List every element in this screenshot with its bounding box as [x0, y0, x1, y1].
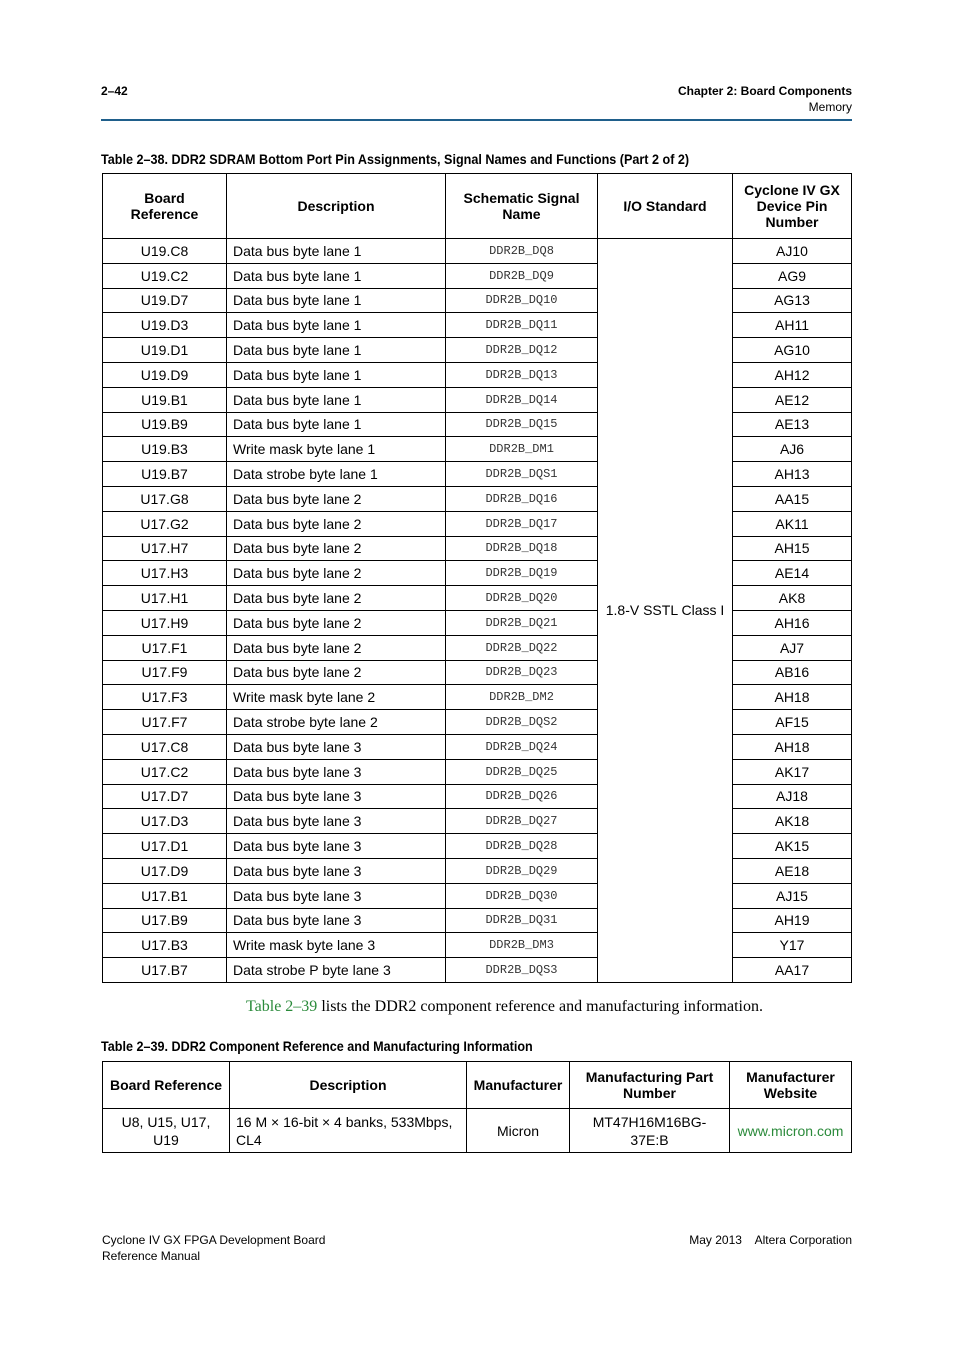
- pin-number-cell: AB16: [733, 660, 852, 685]
- description-cell: Data strobe P byte lane 3: [227, 958, 446, 983]
- table-row: [103, 239, 852, 264]
- signal-name-cell: DDR2B_DQ28: [446, 834, 598, 859]
- table-row: [103, 759, 852, 784]
- board-reference-cell: U17.B1: [103, 883, 227, 908]
- signal-name-cell: DDR2B_DQ12: [446, 338, 598, 363]
- description-cell: Data strobe byte lane 1: [227, 462, 446, 487]
- description-cell: Data bus byte lane 2: [227, 486, 446, 511]
- table-row: [103, 784, 852, 809]
- signal-name-cell: DDR2B_DQ22: [446, 635, 598, 660]
- description-cell: Write mask byte lane 1: [227, 437, 446, 462]
- website-cell: [730, 1109, 852, 1153]
- pin-number-cell: AK15: [733, 834, 852, 859]
- signal-name-cell: DDR2B_DQ31: [446, 908, 598, 933]
- board-reference-cell: U19.D9: [103, 362, 227, 387]
- table2-caption: Table 2–39. DDR2 Component Reference and Manufacturing Information: [101, 1038, 533, 1054]
- pin-number-cell: AH16: [733, 610, 852, 635]
- table2-header-row: [103, 1062, 852, 1109]
- signal-name-cell: DDR2B_DQ17: [446, 511, 598, 536]
- description-cell: Data bus byte lane 2: [227, 561, 446, 586]
- board-reference-cell: U17.D3: [103, 809, 227, 834]
- signal-name-cell: DDR2B_DQ30: [446, 883, 598, 908]
- table-row: [103, 263, 852, 288]
- board-reference-cell: U17.C8: [103, 734, 227, 759]
- pin-number-cell: AH11: [733, 313, 852, 338]
- signal-name-cell: DDR2B_DM3: [446, 933, 598, 958]
- board-reference-cell: U17.H3: [103, 561, 227, 586]
- table-row: [103, 338, 852, 363]
- board-reference-cell: U17.H7: [103, 536, 227, 561]
- table-row: [103, 635, 852, 660]
- pin-number-cell: AA15: [733, 486, 852, 511]
- paragraph-text: lists the DDR2 component reference and manufacturing information.: [317, 998, 763, 1015]
- table2-header-cell: Board Reference: [103, 1062, 230, 1109]
- table-row: [103, 710, 852, 735]
- signal-name-cell: DDR2B_DQ24: [446, 734, 598, 759]
- pin-number-cell: AG10: [733, 338, 852, 363]
- signal-name-cell: DDR2B_DQS1: [446, 462, 598, 487]
- table1-header-cell: Board Reference: [103, 174, 227, 239]
- board-reference-cell: U17.G2: [103, 511, 227, 536]
- intro-paragraph: [246, 998, 763, 1016]
- table2-header-cell: Description: [230, 1062, 467, 1109]
- table1-header-row: [103, 174, 852, 239]
- pin-number-cell: AE12: [733, 387, 852, 412]
- table-row: [103, 858, 852, 883]
- board-reference-cell: U17.H9: [103, 610, 227, 635]
- description-cell: Data bus byte lane 1: [227, 313, 446, 338]
- table-row: [103, 734, 852, 759]
- signal-name-cell: DDR2B_DQ10: [446, 288, 598, 313]
- board-reference-cell: U17.D9: [103, 858, 227, 883]
- signal-name-cell: DDR2B_DQ20: [446, 586, 598, 611]
- signal-name-cell: DDR2B_DM2: [446, 685, 598, 710]
- signal-name-cell: DDR2B_DQ13: [446, 362, 598, 387]
- signal-name-cell: DDR2B_DQ19: [446, 561, 598, 586]
- board-reference-cell: U17.H1: [103, 586, 227, 611]
- board-reference-cell: U19.D7: [103, 288, 227, 313]
- footer-doc-title: Cyclone IV GX FPGA Development Board: [102, 1233, 326, 1247]
- description-cell: Data bus byte lane 1: [227, 387, 446, 412]
- section-title: Memory: [808, 100, 852, 114]
- pin-number-cell: AE18: [733, 858, 852, 883]
- pin-number-cell: AJ15: [733, 883, 852, 908]
- pin-number-cell: AH18: [733, 734, 852, 759]
- pin-number-cell: AJ6: [733, 437, 852, 462]
- description-cell: Data bus byte lane 3: [227, 809, 446, 834]
- table-row: [103, 586, 852, 611]
- description-cell: Data bus byte lane 3: [227, 784, 446, 809]
- pin-number-cell: AE14: [733, 561, 852, 586]
- pin-number-cell: AG13: [733, 288, 852, 313]
- board-reference-cell: U17.F7: [103, 710, 227, 735]
- table1-header-cell: Description: [227, 174, 446, 239]
- table-cross-reference-link[interactable]: Table 2–39: [246, 998, 318, 1015]
- board-reference-cell: U19.B9: [103, 412, 227, 437]
- table-row: [103, 536, 852, 561]
- signal-name-cell: DDR2B_DQ16: [446, 486, 598, 511]
- table-row: [103, 437, 852, 462]
- description-cell: Data bus byte lane 2: [227, 511, 446, 536]
- description-cell: Data bus byte lane 3: [227, 883, 446, 908]
- pin-number-cell: AJ7: [733, 635, 852, 660]
- board-reference-cell: U17.C2: [103, 759, 227, 784]
- table2-header-cell: Manufacturer: [467, 1062, 570, 1109]
- table-row: [103, 387, 852, 412]
- pin-number-cell: AH15: [733, 536, 852, 561]
- description-cell: Data bus byte lane 1: [227, 362, 446, 387]
- description-cell: Data bus byte lane 3: [227, 759, 446, 784]
- table-row: [103, 660, 852, 685]
- description-cell: Data bus byte lane 2: [227, 635, 446, 660]
- table1-caption: Table 2–38. DDR2 SDRAM Bottom Port Pin Assignments, Signal Names and Functions (Part 2 of 2): [101, 151, 690, 167]
- pin-number-cell: AG9: [733, 263, 852, 288]
- table-row: [103, 486, 852, 511]
- pin-number-cell: AK8: [733, 586, 852, 611]
- signal-name-cell: DDR2B_DQ18: [446, 536, 598, 561]
- board-reference-cell: U19.B3: [103, 437, 227, 462]
- board-reference-cell: U8, U15, U17, U19: [103, 1109, 230, 1153]
- pin-number-cell: AH13: [733, 462, 852, 487]
- table-row: [103, 933, 852, 958]
- pin-number-cell: AE13: [733, 412, 852, 437]
- description-cell: Data bus byte lane 3: [227, 734, 446, 759]
- board-reference-cell: U17.B9: [103, 908, 227, 933]
- pin-number-cell: AK18: [733, 809, 852, 834]
- table-row: [103, 809, 852, 834]
- description-cell: Data bus byte lane 1: [227, 338, 446, 363]
- table2-header-cell: Manufacturing Part Number: [570, 1062, 730, 1109]
- board-reference-cell: U19.B7: [103, 462, 227, 487]
- table-row: [103, 958, 852, 983]
- pin-number-cell: AJ10: [733, 239, 852, 264]
- board-reference-cell: U17.B7: [103, 958, 227, 983]
- signal-name-cell: DDR2B_DQ25: [446, 759, 598, 784]
- table1-header-cell: I/O Standard: [598, 174, 733, 239]
- board-reference-cell: U19.B1: [103, 387, 227, 412]
- signal-name-cell: DDR2B_DQ23: [446, 660, 598, 685]
- signal-name-cell: DDR2B_DQ26: [446, 784, 598, 809]
- signal-name-cell: DDR2B_DQS2: [446, 710, 598, 735]
- table-row: [103, 610, 852, 635]
- description-cell: Data bus byte lane 3: [227, 908, 446, 933]
- description-cell: Data bus byte lane 1: [227, 239, 446, 264]
- table-row: [103, 1109, 852, 1153]
- description-cell: Write mask byte lane 2: [227, 685, 446, 710]
- pin-number-cell: AJ18: [733, 784, 852, 809]
- board-reference-cell: U19.D3: [103, 313, 227, 338]
- description-cell: Data bus byte lane 1: [227, 288, 446, 313]
- table-row: [103, 883, 852, 908]
- pin-number-cell: Y17: [733, 933, 852, 958]
- signal-name-cell: DDR2B_DQ9: [446, 263, 598, 288]
- description-cell: Data bus byte lane 1: [227, 263, 446, 288]
- description-cell: Data bus byte lane 2: [227, 536, 446, 561]
- pin-number-cell: AA17: [733, 958, 852, 983]
- footer-doc-subtitle: Reference Manual: [102, 1249, 201, 1263]
- board-reference-cell: U19.C2: [103, 263, 227, 288]
- table-row: [103, 462, 852, 487]
- description-cell: Data bus byte lane 2: [227, 586, 446, 611]
- signal-name-cell: DDR2B_DQ8: [446, 239, 598, 264]
- chapter-title: Chapter 2: Board Components: [677, 84, 852, 98]
- signal-name-cell: DDR2B_DQS3: [446, 958, 598, 983]
- pin-number-cell: AH12: [733, 362, 852, 387]
- table-row: [103, 511, 852, 536]
- board-reference-cell: U17.F3: [103, 685, 227, 710]
- description-cell: Data bus byte lane 3: [227, 834, 446, 859]
- signal-name-cell: DDR2B_DQ27: [446, 809, 598, 834]
- board-reference-cell: U19.C8: [103, 239, 227, 264]
- board-reference-cell: U17.G8: [103, 486, 227, 511]
- description-cell: Data strobe byte lane 2: [227, 710, 446, 735]
- description-cell: Write mask byte lane 3: [227, 933, 446, 958]
- signal-name-cell: DDR2B_DQ15: [446, 412, 598, 437]
- pin-number-cell: AF15: [733, 710, 852, 735]
- signal-name-cell: DDR2B_DM1: [446, 437, 598, 462]
- pin-number-cell: AH18: [733, 685, 852, 710]
- signal-name-cell: DDR2B_DQ14: [446, 387, 598, 412]
- header-rule: [101, 119, 852, 121]
- board-reference-cell: U17.F9: [103, 660, 227, 685]
- page-number: 2–42: [101, 84, 128, 98]
- description-cell: 16 M × 16-bit × 4 banks, 533Mbps, CL4: [230, 1109, 467, 1153]
- board-reference-cell: U17.D1: [103, 834, 227, 859]
- table1-header-cell: Cyclone IV GX Device Pin Number: [733, 174, 852, 239]
- component-reference-table: [102, 1061, 852, 1153]
- signal-name-cell: DDR2B_DQ29: [446, 858, 598, 883]
- description-cell: Data bus byte lane 1: [227, 412, 446, 437]
- table-row: [103, 561, 852, 586]
- pin-number-cell: AH19: [733, 908, 852, 933]
- table-row: [103, 313, 852, 338]
- part-number-cell: MT47H16M16BG-37E:B: [570, 1109, 730, 1153]
- signal-name-cell: DDR2B_DQ11: [446, 313, 598, 338]
- io-standard-cell: 1.8-V SSTL Class I: [598, 239, 733, 983]
- table-row: [103, 685, 852, 710]
- pin-number-cell: AK17: [733, 759, 852, 784]
- manufacturer-cell: Micron: [467, 1109, 570, 1153]
- description-cell: Data bus byte lane 2: [227, 610, 446, 635]
- signal-name-cell: DDR2B_DQ21: [446, 610, 598, 635]
- table-row: [103, 908, 852, 933]
- table-row: [103, 288, 852, 313]
- table-row: [103, 412, 852, 437]
- board-reference-cell: U19.D1: [103, 338, 227, 363]
- board-reference-cell: U17.D7: [103, 784, 227, 809]
- footer-date-company: May 2013 Altera Corporation: [689, 1233, 852, 1247]
- description-cell: Data bus byte lane 2: [227, 660, 446, 685]
- pin-number-cell: AK11: [733, 511, 852, 536]
- description-cell: Data bus byte lane 3: [227, 858, 446, 883]
- table2-header-cell: Manufacturer Website: [730, 1062, 852, 1109]
- table-row: [103, 834, 852, 859]
- table-row: [103, 362, 852, 387]
- manufacturer-website-link[interactable]: www.micron.com: [737, 1122, 844, 1139]
- pin-assignment-table: [102, 173, 852, 983]
- board-reference-cell: U17.B3: [103, 933, 227, 958]
- board-reference-cell: U17.F1: [103, 635, 227, 660]
- table1-body: [103, 239, 852, 983]
- table1-header-cell: Schematic Signal Name: [446, 174, 598, 239]
